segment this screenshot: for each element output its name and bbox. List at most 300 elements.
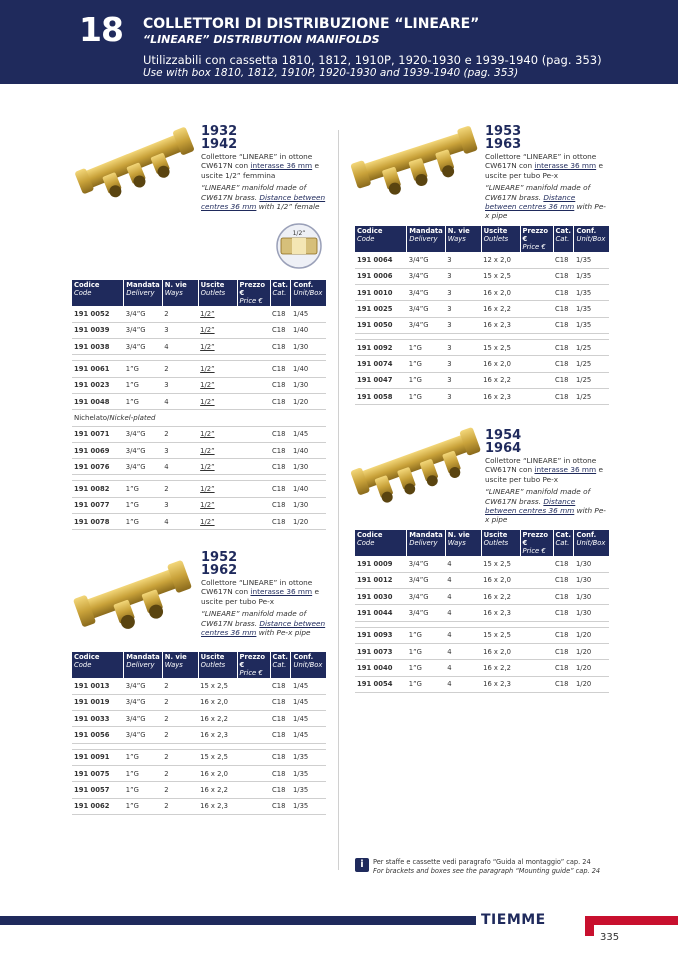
cell-ways: 2 — [162, 749, 198, 765]
table-header-row — [355, 530, 609, 556]
cell-delivery: 3/4”G — [407, 285, 445, 301]
cell-delivery: 3/4”G — [407, 301, 445, 317]
cell-ways: 2 — [162, 306, 198, 322]
cell-delivery: 3/4”G — [124, 442, 162, 458]
cell-cat: C18 — [270, 459, 291, 475]
cell-conf: 1/45 — [291, 727, 326, 743]
table-row — [355, 339, 609, 355]
table-1932 — [72, 280, 326, 530]
cell-ways: 3 — [445, 339, 481, 355]
cell-code: 191 0009 — [355, 556, 407, 572]
product-code-1953: 1953 — [485, 124, 522, 139]
cell-ways: 4 — [162, 339, 198, 355]
column-header-price: Prezzo € Price € — [237, 652, 270, 678]
column-header-outlets: Uscite Outlets — [481, 226, 520, 252]
product-description-1953: Collettore “LINEARE” in ottone CW617N con interasse 36 mm e uscite per tubo Pe-x “LINEARE” manifold made of CW617N brass. Distance between centres 36 mm with Pe-x pipe — [485, 152, 606, 221]
table-row — [72, 481, 326, 497]
table-row — [355, 317, 609, 333]
cell-code: 191 0076 — [72, 459, 124, 475]
cell-delivery: 3/4”G — [124, 727, 162, 743]
column-header-conf: Conf. Unit/Box — [574, 226, 609, 252]
column-header-price: Prezzo € Price € — [520, 530, 553, 556]
cell-code: 191 0054 — [355, 676, 407, 692]
cell-delivery: 3/4”G — [407, 556, 445, 572]
footer-accent-tab — [585, 916, 594, 936]
cell-ways: 3 — [162, 442, 198, 458]
cell-ways: 3 — [445, 388, 481, 404]
cell-delivery: 1”G — [124, 749, 162, 765]
cell-conf: 1/20 — [574, 627, 609, 643]
cell-outlets: 15 x 2,5 — [481, 339, 520, 355]
cell-cat: C18 — [553, 388, 574, 404]
column-header-delivery: Mandata Delivery — [407, 226, 445, 252]
cell-ways: 3 — [445, 252, 481, 268]
cell-price — [237, 442, 270, 458]
cell-ways: 3 — [445, 268, 481, 284]
column-header-price: Prezzo € Price € — [520, 226, 553, 252]
cell-price — [237, 749, 270, 765]
cell-cat: C18 — [270, 678, 291, 694]
cell-price — [237, 678, 270, 694]
cell-conf: 1/25 — [574, 372, 609, 388]
cell-delivery: 1”G — [124, 377, 162, 393]
cell-code: 191 0082 — [72, 481, 124, 497]
product-code-1942: 1942 — [201, 137, 238, 152]
cell-cat: C18 — [270, 426, 291, 442]
cell-code: 191 0050 — [355, 317, 407, 333]
cell-outlets: 15 x 2,5 — [481, 556, 520, 572]
cell-ways: 2 — [162, 727, 198, 743]
table-row — [355, 556, 609, 572]
cell-code: 191 0013 — [72, 678, 124, 694]
cell-code: 191 0010 — [355, 285, 407, 301]
table-row — [72, 377, 326, 393]
cell-conf: 1/45 — [291, 426, 326, 442]
cell-ways: 2 — [162, 426, 198, 442]
cell-code: 191 0033 — [72, 711, 124, 727]
table-row — [355, 285, 609, 301]
cell-outlets: 16 x 2,3 — [481, 388, 520, 404]
column-header-code: Codice Code — [355, 226, 407, 252]
cell-price — [520, 317, 553, 333]
cell-conf: 1/30 — [291, 339, 326, 355]
cell-conf: 1/25 — [574, 356, 609, 372]
cell-delivery: 1”G — [407, 627, 445, 643]
cell-code: 191 0091 — [72, 749, 124, 765]
cell-outlets: 16 x 2,2 — [481, 372, 520, 388]
badge-label: 1/2” — [292, 230, 306, 237]
cell-delivery: 1”G — [407, 676, 445, 692]
cell-delivery: 1”G — [407, 356, 445, 372]
cell-price — [520, 252, 553, 268]
cell-price — [237, 514, 270, 530]
cell-delivery: 1”G — [407, 372, 445, 388]
cell-conf: 1/20 — [574, 660, 609, 676]
product-description-1952: Collettore “LINEARE” in ottone CW617N con interasse 36 mm e uscite per tubo Pe-x “LINEARE” manifold made of CW617N brass. Distance between centres 36 mm with Pe-x pipe — [201, 578, 326, 638]
cell-code: 191 0044 — [355, 605, 407, 621]
cell-cat: C18 — [270, 711, 291, 727]
cell-delivery: 3/4”G — [124, 459, 162, 475]
cell-outlets: 1/2” — [198, 306, 237, 322]
cell-outlets: 16 x 2,3 — [198, 798, 237, 814]
table-row — [355, 643, 609, 659]
cell-cat: C18 — [553, 372, 574, 388]
table-row — [72, 393, 326, 409]
table-row — [72, 694, 326, 710]
table-row — [355, 572, 609, 588]
cell-delivery: 1”G — [407, 660, 445, 676]
cell-code: 191 0078 — [72, 514, 124, 530]
cell-cat: C18 — [270, 782, 291, 798]
cell-code: 191 0039 — [72, 322, 124, 338]
column-header-delivery: Mandata Delivery — [124, 280, 162, 306]
table-row — [355, 388, 609, 404]
table-row — [355, 356, 609, 372]
cell-price — [520, 268, 553, 284]
cell-outlets: 1/2” — [198, 377, 237, 393]
cell-cat: C18 — [270, 727, 291, 743]
cell-outlets: 16 x 2,0 — [481, 356, 520, 372]
cell-outlets: 1/2” — [198, 514, 237, 530]
cell-conf: 1/35 — [574, 285, 609, 301]
cell-price — [237, 481, 270, 497]
brand-logo: TIEMME — [481, 912, 546, 928]
cell-cat: C18 — [553, 660, 574, 676]
cell-cat: C18 — [270, 393, 291, 409]
cell-cat: C18 — [270, 339, 291, 355]
cell-cat: C18 — [270, 306, 291, 322]
cell-outlets: 16 x 2,2 — [198, 782, 237, 798]
cell-outlets: 16 x 2,2 — [198, 711, 237, 727]
cell-outlets: 12 x 2,0 — [481, 252, 520, 268]
table-row — [72, 442, 326, 458]
cell-outlets: 16 x 2,2 — [481, 660, 520, 676]
header-title-en: “LINEARE” DISTRIBUTION MANIFOLDS — [143, 33, 380, 46]
cell-code: 191 0058 — [355, 388, 407, 404]
product-code-1964: 1964 — [485, 441, 522, 456]
cell-conf: 1/40 — [291, 322, 326, 338]
cell-price — [237, 459, 270, 475]
cell-price — [520, 372, 553, 388]
cell-conf: 1/30 — [291, 377, 326, 393]
cell-conf: 1/35 — [291, 749, 326, 765]
cell-outlets: 16 x 2,2 — [481, 589, 520, 605]
cell-ways: 4 — [445, 660, 481, 676]
column-header-price: Prezzo € Price € — [237, 280, 270, 306]
cell-outlets: 1/2” — [198, 322, 237, 338]
product-code-1962: 1962 — [201, 563, 238, 578]
cell-price — [520, 339, 553, 355]
cell-cat: C18 — [553, 252, 574, 268]
cell-outlets: 1/2” — [198, 426, 237, 442]
manifold-1932-photo — [72, 118, 197, 200]
cell-code: 191 0057 — [72, 782, 124, 798]
cell-conf: 1/40 — [291, 361, 326, 377]
cell-price — [520, 643, 553, 659]
cell-conf: 1/35 — [291, 765, 326, 781]
table-row — [72, 339, 326, 355]
column-header-ways: N. vie Ways — [162, 652, 198, 678]
cell-cat: C18 — [270, 514, 291, 530]
cell-ways: 4 — [445, 676, 481, 692]
cell-conf: 1/20 — [574, 676, 609, 692]
cell-ways: 4 — [445, 556, 481, 572]
cell-price — [237, 306, 270, 322]
table-row — [72, 322, 326, 338]
nickel-plated-label: Nichelato/Nickel-plated — [72, 410, 326, 426]
cell-delivery: 3/4”G — [124, 339, 162, 355]
cell-code: 191 0019 — [72, 694, 124, 710]
cell-price — [520, 556, 553, 572]
cell-price — [520, 388, 553, 404]
cell-outlets: 16 x 2,0 — [481, 285, 520, 301]
cell-outlets: 16 x 2,3 — [198, 727, 237, 743]
table-row — [355, 268, 609, 284]
cell-ways: 4 — [445, 572, 481, 588]
product-code-1932: 1932 — [201, 124, 238, 139]
column-header-outlets: Uscite Outlets — [481, 530, 520, 556]
cell-code: 191 0056 — [72, 727, 124, 743]
cell-price — [520, 356, 553, 372]
cell-delivery: 1”G — [407, 643, 445, 659]
cell-conf: 1/30 — [574, 556, 609, 572]
cell-outlets: 1/2” — [198, 442, 237, 458]
cell-delivery: 1”G — [124, 765, 162, 781]
cell-ways: 2 — [162, 361, 198, 377]
cell-cat: C18 — [270, 694, 291, 710]
manifold-1953-photo — [350, 118, 480, 200]
cell-delivery: 1”G — [407, 388, 445, 404]
column-header-delivery: Mandata Delivery — [407, 530, 445, 556]
product-code-1954: 1954 — [485, 428, 522, 443]
footer-accent — [585, 916, 678, 925]
cell-code: 191 0038 — [72, 339, 124, 355]
cell-code: 191 0062 — [72, 798, 124, 814]
cell-cat: C18 — [270, 361, 291, 377]
cell-cat: C18 — [270, 497, 291, 513]
page-header — [0, 0, 678, 84]
cell-conf: 1/45 — [291, 306, 326, 322]
cell-conf: 1/40 — [291, 442, 326, 458]
product-code-1963: 1963 — [485, 137, 522, 152]
cell-cat: C18 — [553, 627, 574, 643]
cell-ways: 3 — [162, 322, 198, 338]
cell-cat: C18 — [553, 285, 574, 301]
cell-conf: 1/25 — [574, 339, 609, 355]
table-row — [355, 252, 609, 268]
cell-conf: 1/30 — [574, 605, 609, 621]
cell-price — [520, 676, 553, 692]
product-description-1954: Collettore “LINEARE” in ottone CW617N con interasse 36 mm e uscite per tubo Pe-x “LINEARE” manifold made of CW617N brass. Distance between centres 36 mm with Pe-x pipe — [485, 456, 606, 525]
cell-price — [237, 426, 270, 442]
cell-conf: 1/20 — [574, 643, 609, 659]
cell-cat: C18 — [270, 749, 291, 765]
table-row — [72, 711, 326, 727]
chapter-number: 18 — [79, 10, 123, 49]
cell-ways: 2 — [162, 694, 198, 710]
cell-cat: C18 — [553, 356, 574, 372]
table-row — [72, 514, 326, 530]
table-header-row — [355, 226, 609, 252]
cell-price — [237, 361, 270, 377]
cell-outlets: 16 x 2,3 — [481, 317, 520, 333]
cell-price — [237, 765, 270, 781]
cell-price — [237, 339, 270, 355]
table-row — [72, 765, 326, 781]
cell-conf: 1/35 — [574, 317, 609, 333]
cell-ways: 4 — [445, 589, 481, 605]
cell-price — [237, 322, 270, 338]
cell-conf: 1/20 — [291, 393, 326, 409]
table-row — [72, 749, 326, 765]
cell-ways: 3 — [445, 285, 481, 301]
cell-delivery: 1”G — [124, 393, 162, 409]
column-header-cat: Cat. Cat. — [270, 280, 291, 306]
table-1954 — [355, 530, 609, 693]
cell-code: 191 0074 — [355, 356, 407, 372]
cell-price — [520, 605, 553, 621]
cell-cat: C18 — [270, 322, 291, 338]
cell-code: 191 0061 — [72, 361, 124, 377]
cell-ways: 3 — [162, 377, 198, 393]
cell-ways: 3 — [162, 497, 198, 513]
cell-conf: 1/40 — [291, 481, 326, 497]
cell-delivery: 3/4”G — [407, 268, 445, 284]
column-header-ways: N. vie Ways — [445, 226, 481, 252]
cell-code: 191 0023 — [72, 377, 124, 393]
cell-conf: 1/30 — [291, 459, 326, 475]
cell-ways: 2 — [162, 481, 198, 497]
cell-outlets: 16 x 2,0 — [481, 572, 520, 588]
cell-code: 191 0071 — [72, 426, 124, 442]
table-row — [355, 372, 609, 388]
cell-conf: 1/35 — [574, 301, 609, 317]
table-row — [72, 459, 326, 475]
cell-delivery: 1”G — [407, 339, 445, 355]
cell-code: 191 0006 — [355, 268, 407, 284]
cell-outlets: 1/2” — [198, 497, 237, 513]
table-row — [355, 589, 609, 605]
cell-ways: 4 — [445, 643, 481, 659]
cell-conf: 1/25 — [574, 388, 609, 404]
cell-delivery: 3/4”G — [124, 694, 162, 710]
cell-ways: 3 — [445, 372, 481, 388]
cell-cat: C18 — [270, 377, 291, 393]
column-header-outlets: Uscite Outlets — [198, 280, 237, 306]
cell-code: 191 0075 — [72, 765, 124, 781]
cell-conf: 1/45 — [291, 711, 326, 727]
note-text-it: Per staffe e cassette vedi paragrafo “Guida al montaggio” cap. 24 — [373, 858, 591, 866]
column-header-ways: N. vie Ways — [445, 530, 481, 556]
table-row — [72, 678, 326, 694]
cell-delivery: 3/4”G — [407, 317, 445, 333]
table-row — [72, 361, 326, 377]
cell-conf: 1/35 — [291, 798, 326, 814]
cell-code: 191 0040 — [355, 660, 407, 676]
cell-cat: C18 — [553, 572, 574, 588]
table-1953 — [355, 226, 609, 405]
cell-ways: 3 — [445, 356, 481, 372]
column-header-ways: N. vie Ways — [162, 280, 198, 306]
table-row — [355, 627, 609, 643]
cell-code: 191 0012 — [355, 572, 407, 588]
cell-cat: C18 — [553, 339, 574, 355]
cell-delivery: 3/4”G — [124, 711, 162, 727]
cell-outlets: 1/2” — [198, 459, 237, 475]
table-row — [355, 676, 609, 692]
cell-code: 191 0073 — [355, 643, 407, 659]
page-number: 335 — [600, 932, 620, 943]
cell-conf: 1/35 — [291, 782, 326, 798]
table-row — [72, 306, 326, 322]
column-header-code: Codice Code — [355, 530, 407, 556]
table-row — [355, 605, 609, 621]
cell-outlets: 16 x 2,0 — [198, 765, 237, 781]
cell-code: 191 0092 — [355, 339, 407, 355]
cell-delivery: 1”G — [124, 514, 162, 530]
cell-price — [237, 377, 270, 393]
column-header-conf: Conf. Unit/Box — [291, 280, 326, 306]
product-code-1952: 1952 — [201, 550, 238, 565]
cell-outlets: 1/2” — [198, 393, 237, 409]
cell-ways: 4 — [162, 514, 198, 530]
cell-ways: 3 — [445, 301, 481, 317]
table-row — [355, 301, 609, 317]
column-header-code: Codice Code — [72, 652, 124, 678]
cell-outlets: 15 x 2,5 — [481, 627, 520, 643]
column-divider — [338, 130, 339, 870]
note-text-en: For brackets and boxes see the paragraph “Mounting guide” cap. 24 — [373, 867, 601, 875]
cell-code: 191 0069 — [72, 442, 124, 458]
cell-delivery: 3/4”G — [407, 589, 445, 605]
table-row — [72, 727, 326, 743]
info-icon: i — [355, 858, 369, 872]
cell-cat: C18 — [270, 798, 291, 814]
cell-code: 191 0047 — [355, 372, 407, 388]
cell-outlets: 15 x 2,5 — [481, 268, 520, 284]
product-description-1932: Collettore “LINEARE” in ottone CW617N con interasse 36 mm e uscite 1/2” femmina “LINEARE” manifold made of CW617N brass. Distance between centres 36 mm with 1/2” female — [201, 152, 326, 212]
table-row — [355, 660, 609, 676]
cell-conf: 1/45 — [291, 694, 326, 710]
half-inch-female-badge — [270, 222, 328, 270]
cell-conf: 1/20 — [291, 514, 326, 530]
cell-delivery: 3/4”G — [407, 252, 445, 268]
table-row — [72, 798, 326, 814]
table-row — [72, 426, 326, 442]
cell-cat: C18 — [553, 643, 574, 659]
header-title-it: COLLETTORI DI DISTRIBUZIONE “LINEARE” — [143, 16, 480, 32]
cell-outlets: 16 x 2,0 — [198, 694, 237, 710]
cell-delivery: 1”G — [124, 497, 162, 513]
cell-delivery: 1”G — [124, 481, 162, 497]
cell-conf: 1/30 — [291, 497, 326, 513]
column-header-cat: Cat. Cat. — [270, 652, 291, 678]
cell-code: 191 0025 — [355, 301, 407, 317]
cell-cat: C18 — [553, 317, 574, 333]
cell-outlets: 1/2” — [198, 339, 237, 355]
cell-ways: 4 — [445, 605, 481, 621]
cell-code: 191 0048 — [72, 393, 124, 409]
cell-outlets: 1/2” — [198, 481, 237, 497]
cell-cat: C18 — [553, 676, 574, 692]
cell-price — [520, 572, 553, 588]
column-header-cat: Cat. Cat. — [553, 226, 574, 252]
cell-delivery: 3/4”G — [124, 678, 162, 694]
cell-conf: 1/35 — [574, 252, 609, 268]
cell-delivery: 3/4”G — [407, 572, 445, 588]
cell-outlets: 16 x 2,3 — [481, 605, 520, 621]
cell-price — [520, 660, 553, 676]
